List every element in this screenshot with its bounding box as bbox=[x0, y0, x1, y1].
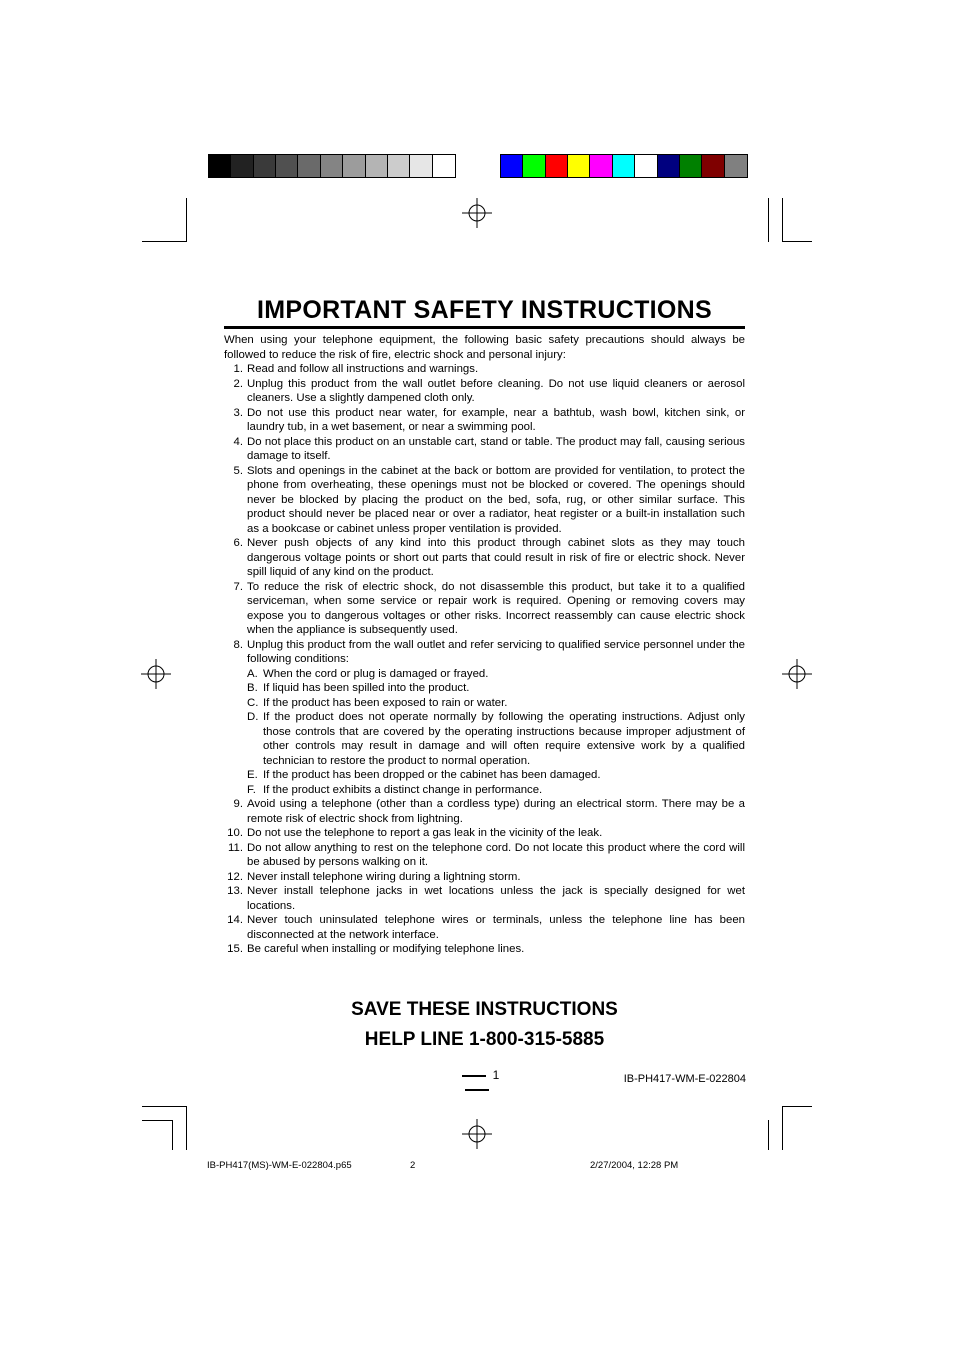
list-item-text: Be careful when installing or modifying telephone lines. bbox=[247, 943, 525, 955]
list-item bbox=[224, 536, 745, 580]
list-item-text: Do not allow anything to rest on the telephone cord. Do not locate this product where the cord will be abused by persons walking on it. bbox=[247, 841, 745, 868]
sub-list-letter: F. bbox=[247, 783, 256, 796]
color-swatch bbox=[298, 155, 320, 177]
color-swatch bbox=[321, 155, 343, 177]
crop-mark bbox=[768, 198, 769, 242]
save-instructions-heading: SAVE THESE INSTRUCTIONS bbox=[351, 999, 618, 1020]
list-item-number: 14. bbox=[227, 914, 243, 926]
color-swatch bbox=[366, 155, 388, 177]
footer-page: 2 bbox=[410, 1160, 416, 1171]
list-item-number: 11. bbox=[228, 841, 243, 854]
color-swatch bbox=[388, 155, 410, 177]
color-swatch bbox=[276, 155, 298, 177]
crop-mark bbox=[142, 1106, 186, 1107]
list-item bbox=[224, 884, 745, 913]
list-item bbox=[224, 638, 745, 798]
instructions-body bbox=[224, 333, 745, 957]
list-item-text: To reduce the risk of electric shock, do not disassemble this product, but take it to a qualified serviceman, when some service or repair work is required. Opening or removing covers may expose you to dangerous voltages or other risks. Incorrect reassembly can cause electric shock when the appliance is subsequently used. bbox=[247, 580, 745, 636]
sub-list-text: If the product does not operate normally by following the operating instructions. Adjust only those controls that are covered by the operating instructions because improper adjustment of other controls may result in damage and will often require extensive work by a qualified technician to restore the product to normal operation. bbox=[263, 711, 745, 767]
list-item bbox=[224, 580, 745, 638]
color-bar bbox=[500, 154, 748, 178]
list-item-text: Unplug this product from the wall outlet and refer servicing to qualified service personnel under the following conditions: bbox=[247, 638, 745, 665]
registration-mark-icon bbox=[782, 659, 812, 689]
footer-filename: IB-PH417(MS)-WM-E-022804.p65 bbox=[207, 1160, 352, 1171]
color-swatch bbox=[209, 155, 231, 177]
list-item-number: 12. bbox=[227, 870, 243, 883]
intro-paragraph: When using your telephone equipment, the following basic safety precautions should always be followed to reduce the risk of fire, electric shock and personal injury: bbox=[224, 334, 745, 361]
color-swatch bbox=[501, 155, 523, 177]
list-item-text: Never push objects of any kind into this product through cabinet slots as they may touch dangerous voltage points or short out parts that could result in risk of fire or electric shock. Never spill liquid of any kind on the product. bbox=[247, 537, 745, 578]
crop-mark bbox=[782, 241, 812, 242]
sub-list-letter: A. bbox=[247, 667, 258, 680]
list-item-number: 9. bbox=[233, 798, 243, 810]
color-swatch bbox=[546, 155, 568, 177]
color-swatch bbox=[568, 155, 590, 177]
crop-mark bbox=[782, 198, 783, 242]
color-swatch bbox=[254, 155, 276, 177]
list-item-number: 13. bbox=[227, 885, 243, 897]
sub-list-item bbox=[247, 768, 745, 783]
color-swatch bbox=[523, 155, 545, 177]
list-item-number: 1. bbox=[233, 363, 243, 375]
color-swatch bbox=[231, 155, 253, 177]
list-item-number: 6. bbox=[233, 537, 243, 549]
color-swatch bbox=[613, 155, 635, 177]
list-item-text: Read and follow all instructions and warnings. bbox=[247, 363, 479, 375]
sub-list-text: When the cord or plug is damaged or frayed. bbox=[263, 667, 489, 680]
list-item-number: 5. bbox=[233, 464, 243, 477]
registration-mark-icon bbox=[141, 659, 171, 689]
document-code: IB-PH417-WM-E-022804 bbox=[623, 1073, 746, 1085]
sub-list-item bbox=[247, 681, 745, 696]
list-item bbox=[224, 377, 745, 406]
sub-list-item bbox=[247, 667, 745, 682]
crop-mark bbox=[782, 1106, 812, 1107]
list-item bbox=[224, 870, 745, 885]
list-item bbox=[224, 826, 745, 841]
list-item-text: Never install telephone wiring during a lightning storm. bbox=[247, 870, 521, 883]
list-item bbox=[224, 406, 745, 435]
list-item-text: Never install telephone jacks in wet locations unless the jack is specially designed for wet locations. bbox=[247, 885, 745, 912]
sub-list-text: If the product exhibits a distinct change in performance. bbox=[263, 783, 543, 796]
page-title: IMPORTANT SAFETY INSTRUCTIONS bbox=[256, 296, 712, 324]
list-item bbox=[224, 841, 745, 870]
sub-list-letter: C. bbox=[247, 696, 259, 709]
sub-list-text: If the product has been exposed to rain or water. bbox=[263, 696, 508, 709]
crop-mark bbox=[186, 1106, 187, 1150]
sub-list-text: If the product has been dropped or the cabinet has been damaged. bbox=[263, 769, 601, 781]
page-number bbox=[440, 1068, 514, 1096]
list-item-number: 15. bbox=[227, 943, 243, 955]
list-item-text: Slots and openings in the cabinet at the back or bottom are provided for ventilation, to protect the phone from overheating, these openings must not be blocked or covered. The openings should never be blocked by placing the product on the bed, sofa, rug, or other similar surface. This product should never be placed near or over a radiator, heat register or a built-in installation such as a bookcase or cabinet unless proper ventilation is provided. bbox=[247, 464, 745, 535]
list-item bbox=[224, 913, 745, 942]
sub-list-item bbox=[247, 696, 745, 711]
list-item-text: Do not use the telephone to report a gas leak in the vicinity of the leak. bbox=[247, 827, 603, 839]
crop-mark bbox=[782, 1106, 783, 1150]
list-item bbox=[224, 464, 745, 537]
color-swatch bbox=[680, 155, 702, 177]
crop-mark bbox=[768, 1120, 769, 1150]
sub-list-letter: D. bbox=[247, 711, 259, 723]
color-swatch bbox=[343, 155, 365, 177]
list-item-text: Do not place this product on an unstable cart, stand or table. The product may fall, causing serious damage to itself. bbox=[247, 435, 745, 462]
crop-mark bbox=[142, 241, 186, 242]
registration-mark-icon bbox=[462, 1119, 492, 1149]
color-swatch bbox=[725, 155, 747, 177]
color-swatch bbox=[433, 155, 455, 177]
instructions-list bbox=[224, 362, 745, 957]
sub-list-item bbox=[247, 710, 745, 768]
list-item-number: 10. bbox=[227, 827, 243, 839]
sub-list bbox=[247, 667, 745, 798]
list-item-number: 3. bbox=[233, 406, 243, 419]
color-swatch bbox=[410, 155, 432, 177]
title-underline bbox=[224, 326, 745, 329]
page-number-value: 1 bbox=[492, 1068, 500, 1082]
color-swatch bbox=[702, 155, 724, 177]
crop-mark bbox=[172, 1120, 173, 1150]
list-item-text: Do not use this product near water, for example, near a bathtub, wash bowl, kitchen sink, or laundry tub, in a wet basement, or near a swimming pool. bbox=[247, 406, 745, 433]
color-swatch bbox=[635, 155, 657, 177]
list-item bbox=[224, 797, 745, 826]
list-item-text: Never touch uninsulated telephone wires or terminals, unless the telephone line has been disconnected at the network interface. bbox=[247, 914, 745, 941]
sub-list-letter: B. bbox=[247, 682, 258, 694]
color-swatch bbox=[658, 155, 680, 177]
crop-mark bbox=[142, 1120, 172, 1121]
color-swatch bbox=[590, 155, 612, 177]
sub-list-text: If liquid has been spilled into the product. bbox=[263, 682, 470, 694]
grayscale-bar bbox=[208, 154, 456, 178]
list-item-text: Unplug this product from the wall outlet before cleaning. Do not use liquid cleaners or aerosol cleaners. Use a slightly dampened cloth only. bbox=[247, 377, 745, 404]
crop-mark bbox=[186, 198, 187, 242]
sub-list-letter: E. bbox=[247, 769, 258, 781]
list-item-number: 4. bbox=[233, 435, 243, 448]
sub-list-item bbox=[247, 783, 745, 798]
registration-mark-icon bbox=[462, 198, 492, 228]
footer-timestamp: 2/27/2004, 12:28 PM bbox=[590, 1160, 679, 1171]
list-item bbox=[224, 435, 745, 464]
list-item bbox=[224, 362, 745, 377]
list-item-text: Avoid using a telephone (other than a cordless type) during an electrical storm. There may be a remote risk of electric shock from lightning. bbox=[247, 798, 745, 825]
list-item-number: 7. bbox=[233, 580, 243, 593]
help-line-heading: HELP LINE 1-800-315-5885 bbox=[364, 1029, 605, 1050]
list-item-number: 2. bbox=[233, 377, 243, 390]
list-item-number: 8. bbox=[233, 638, 243, 651]
list-item bbox=[224, 942, 745, 957]
